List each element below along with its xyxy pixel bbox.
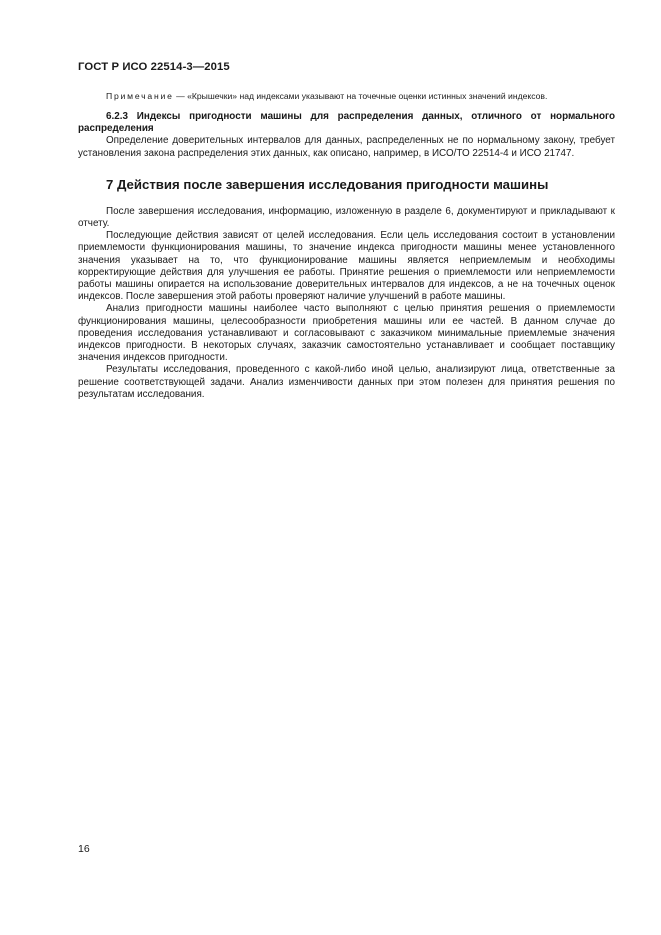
page-number: 16: [78, 843, 90, 855]
page-content: [78, 91, 615, 401]
section-paragraph: Анализ пригодности машины наиболее часто выполняют с целью принятия решения о приемлемости функционирования машины, целесообразности приобретения машины или ее частей. В данном случае до проведения исследования устанавливают и согласовывают с заказчиком минимальные приемлемые значения индексов пригодности. В некоторых случаях, заказчик самостоятельно устанавливает и сообщает поставщику значения индексов пригодности.: [78, 303, 615, 364]
section-paragraph: После завершения исследования, информацию, изложенную в разделе 6, документируют и прикладывают к отчету.: [78, 205, 615, 230]
note-text: — «Крышечки» над индексами указывают на точечные оценки истинных значений индексов.: [173, 91, 548, 101]
section-paragraph: Последующие действия зависят от целей исследования. Если цель исследования состоит в установлении приемлемости функционирования машины, то значение индекса пригодности машины менее установленного значения указывает на то, что функционирование машины является неприемлемым и необходимы корректирующие действия для улучшения ее работы. Принятие решения о приемлемости или неприемлемости работы машины опирается на использование доверительных интервалов для индексов, а не на точечных оценок индексов. После завершения этой работы проверяют наличие улучшений в работе машины.: [78, 230, 615, 303]
section-title: 7 Действия после завершения исследования пригодности машины: [106, 176, 549, 192]
note: [78, 91, 615, 102]
section-paragraph: Результаты исследования, проведенного с какой-либо иной целью, анализируют лица, ответственные за решение соответствующей задачи. Анализ изменчивости данных при этом полезен для принятия решения по результатам исследования.: [78, 364, 615, 400]
subsection-body: Определение доверительных интервалов для данных, распределенных не по нормальному закону, требует установления закона распределения этих данных, как описано, например, в ИСО/ТО 22514-4 и ИСО 21747.: [78, 135, 615, 159]
subsection-title: 6.2.3 Индексы пригодности машины для распределения данных, отличного от нормального распределения: [78, 111, 615, 135]
document-header: ГОСТ Р ИСО 22514-3—2015: [78, 61, 230, 73]
note-label: Примечание: [106, 91, 174, 101]
